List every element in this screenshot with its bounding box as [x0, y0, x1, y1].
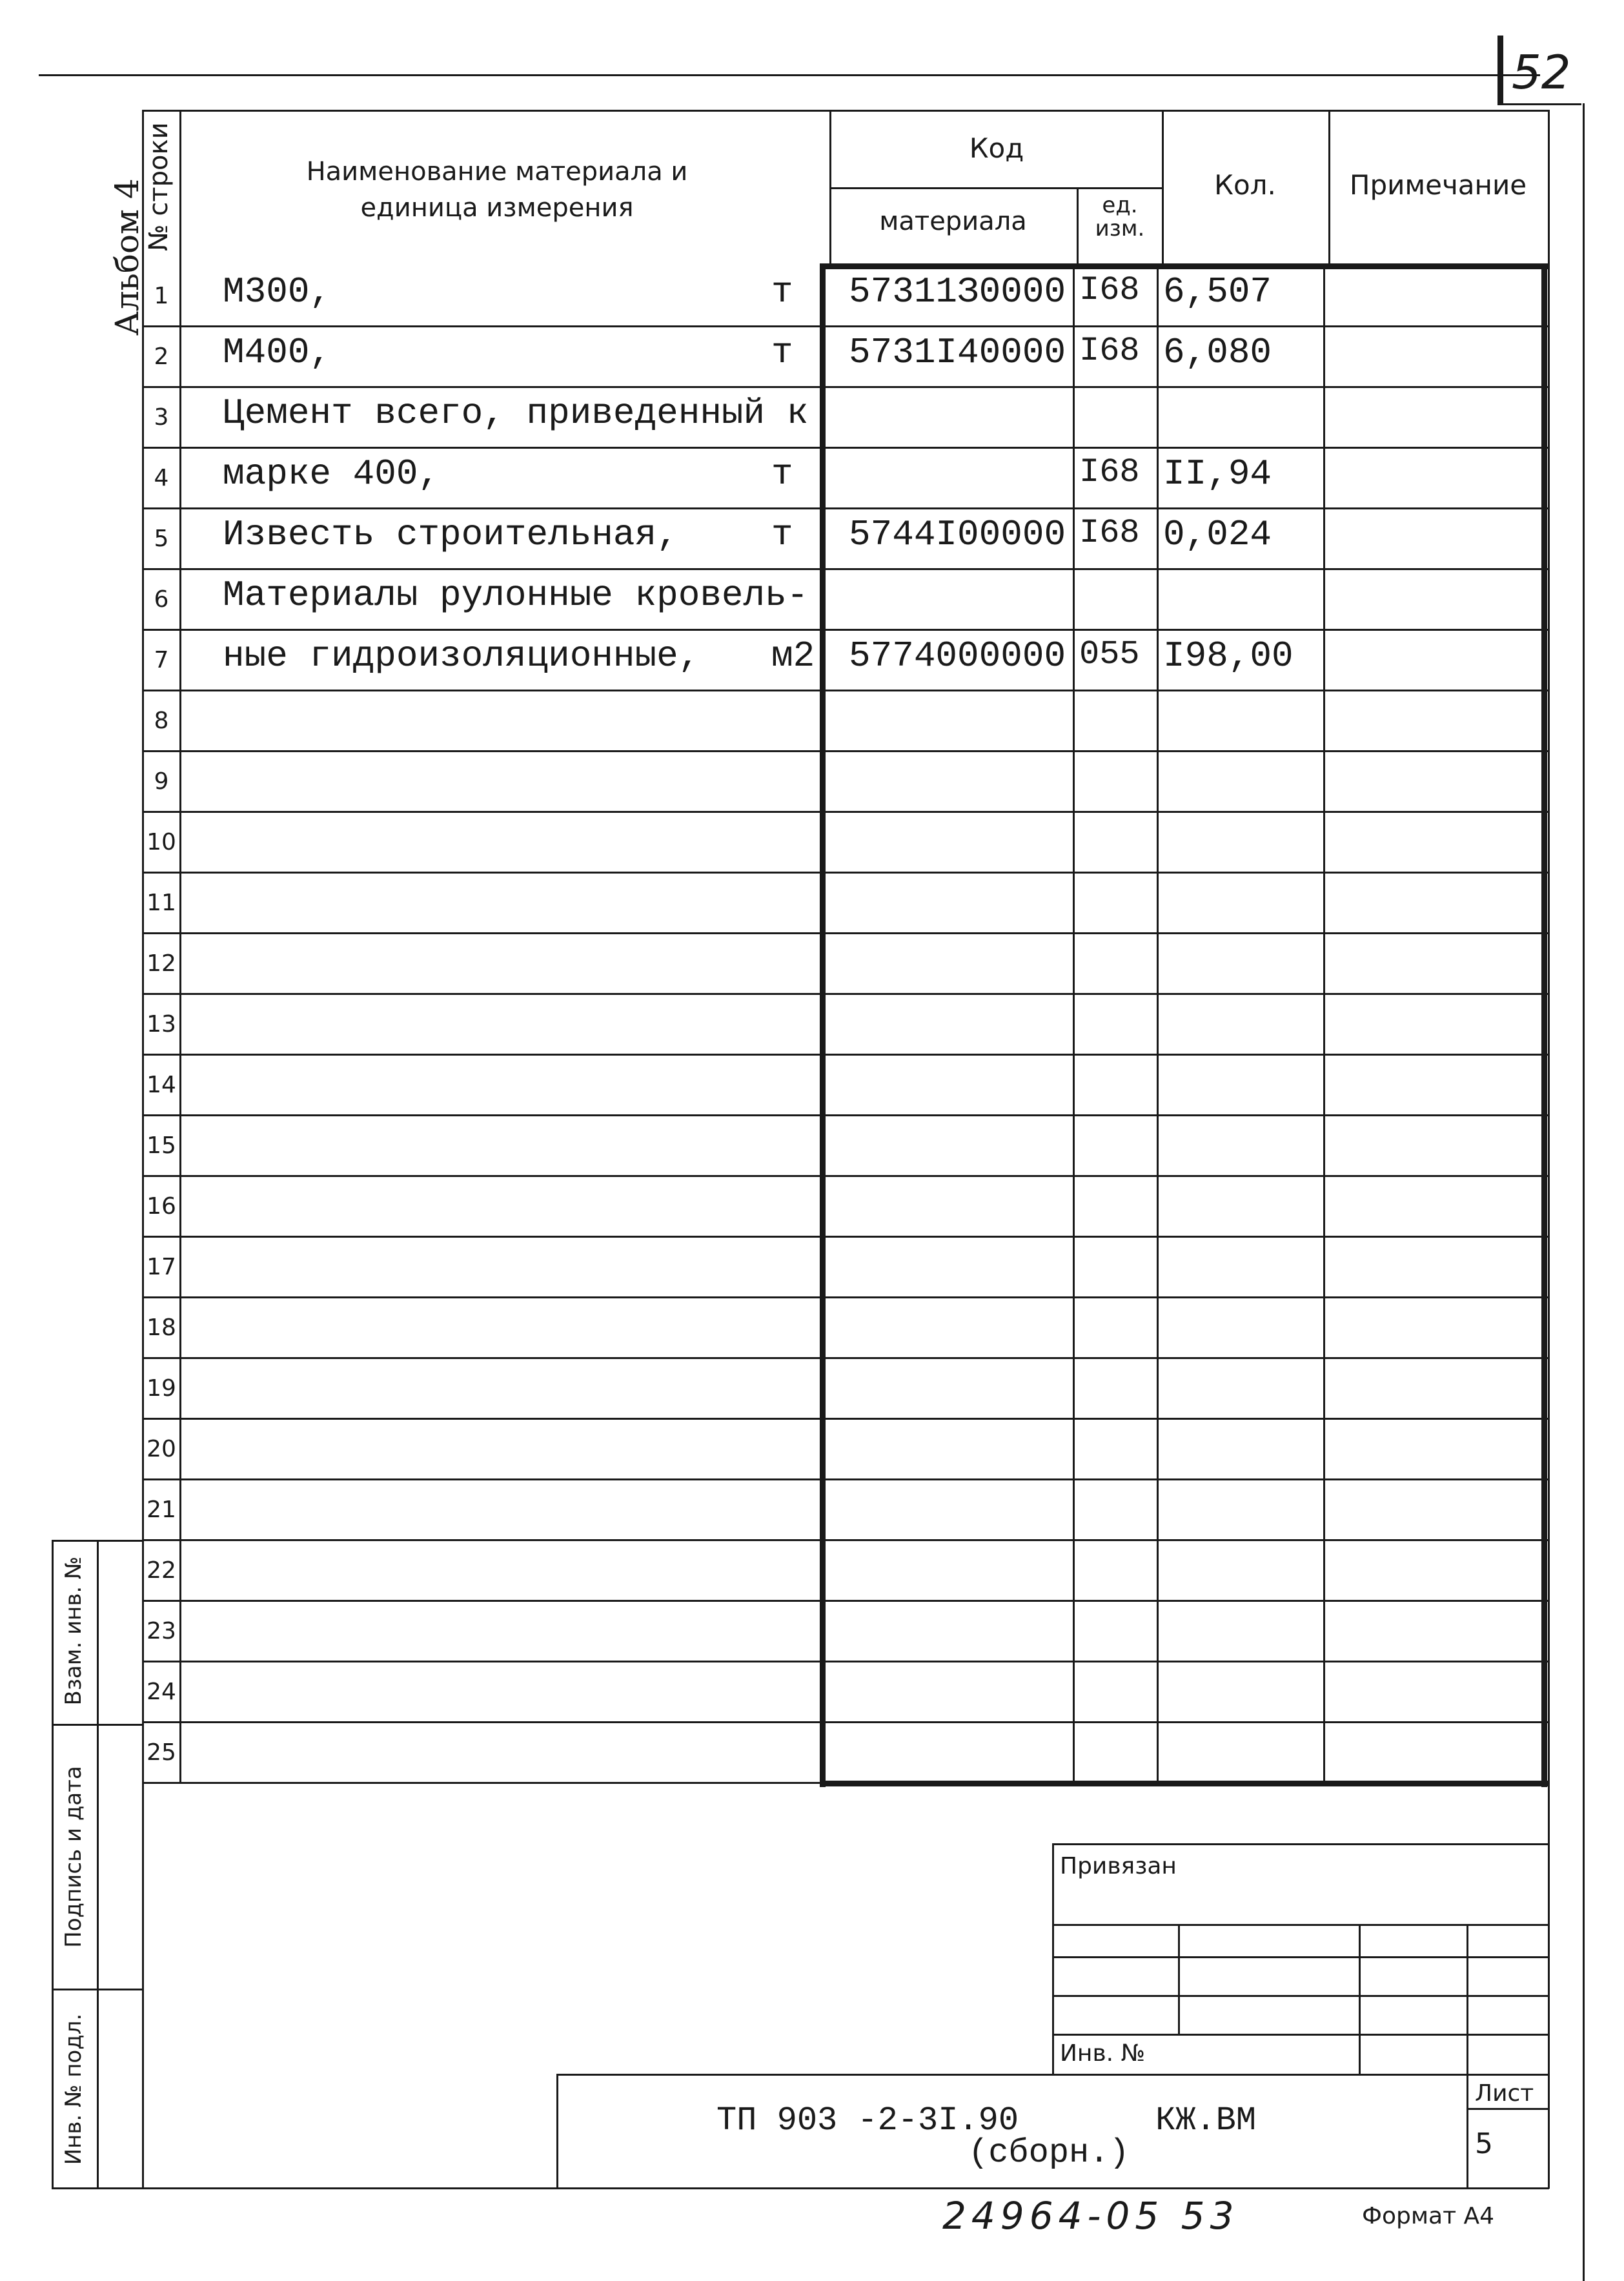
album-label: Альбом 4	[108, 178, 146, 336]
privyazan-top	[1052, 1843, 1549, 1845]
pagenum-box-bottom	[1497, 103, 1581, 105]
row-line	[142, 1539, 1549, 1541]
sheet-divider	[1467, 2108, 1549, 2110]
stamp-div-1	[52, 1724, 143, 1726]
row-unit-code: I68	[1079, 332, 1140, 370]
row-number: 22	[147, 1557, 176, 1584]
row-unit: т	[771, 332, 793, 373]
privyazan-label: Привязан	[1060, 1853, 1177, 1879]
row-line	[142, 386, 1549, 388]
row-code: 5744I00000	[849, 514, 1066, 555]
tb-bottom-line	[52, 2187, 1549, 2189]
row-number: 14	[147, 1072, 176, 1098]
row-name: Цемент всего, приведенный к	[223, 393, 809, 434]
privyazan-div-1	[1052, 1924, 1549, 1926]
row-number: 1	[154, 283, 169, 309]
header-name: Наименование материала и единица измерения	[306, 157, 688, 223]
body-col-note-left	[1323, 265, 1325, 1782]
doc-block-left	[556, 2074, 558, 2189]
row-name: Известь строительная,	[223, 514, 678, 555]
row-code: 57311З0000	[849, 271, 1066, 312]
top-border	[39, 74, 1540, 76]
header-code-unit: ед. изм.	[1095, 192, 1145, 241]
row-unit-code: 055	[1079, 635, 1140, 673]
doc-sub: (сборн.)	[968, 2134, 1130, 2172]
thick-top	[820, 263, 1549, 269]
row-name: М400,	[223, 332, 332, 373]
row-line	[142, 629, 1549, 631]
row-number: 8	[154, 708, 169, 734]
row-qty: II,94	[1163, 453, 1272, 495]
row-line	[142, 1357, 1549, 1359]
handwritten-number: 24964-05 53	[942, 2194, 1239, 2238]
row-line	[142, 872, 1549, 874]
privyazan-col-3	[1467, 1924, 1468, 2189]
privyazan-div-3	[1052, 1995, 1549, 1997]
row-number: 11	[147, 890, 176, 916]
row-line	[142, 1175, 1549, 1177]
header-code-divider	[829, 187, 1164, 189]
sheet-label: Лист	[1475, 2080, 1534, 2107]
row-number: 18	[147, 1314, 176, 1341]
header-qty: Кол.	[1214, 169, 1276, 201]
row-line	[142, 750, 1549, 752]
row-line	[142, 1782, 1549, 1784]
row-line	[142, 1114, 1549, 1116]
format-label: Формат А4	[1362, 2203, 1495, 2229]
row-line	[142, 325, 1549, 327]
row-number: 13	[147, 1011, 176, 1038]
row-number: 23	[147, 1618, 176, 1644]
rownum-right-line	[179, 110, 181, 1782]
stamp-mid-line	[97, 1540, 99, 2189]
row-line	[142, 1054, 1549, 1056]
page-number: 52	[1512, 45, 1571, 99]
row-line	[142, 568, 1549, 570]
row-qty: I98,00	[1163, 635, 1294, 677]
row-line	[142, 1236, 1549, 1238]
row-number: 15	[147, 1132, 176, 1159]
row-unit: т	[771, 271, 793, 312]
row-number: 21	[147, 1497, 176, 1523]
row-line	[142, 811, 1549, 813]
thick-right	[1541, 263, 1547, 1787]
row-name: Материалы рулонные кровель-	[223, 575, 809, 616]
row-number: 6	[154, 586, 169, 613]
stamp-left-line	[52, 1540, 54, 2189]
row-line	[142, 447, 1549, 449]
row-number: 7	[154, 647, 169, 673]
row-name: марке 400,	[223, 453, 440, 495]
doc-code: ТП 903 -2-3I.90	[716, 2102, 1019, 2140]
table-top-line	[142, 110, 1549, 112]
pagenum-box-left	[1497, 36, 1503, 105]
doc-block-top	[556, 2074, 1549, 2076]
row-number: 10	[147, 829, 176, 855]
row-number: 24	[147, 1679, 176, 1705]
row-unit: м2	[771, 635, 815, 677]
table-right-line	[1548, 110, 1550, 2189]
body-col-qty-left	[1157, 265, 1159, 1782]
row-unit: т	[771, 514, 793, 555]
header-note: Примечание	[1349, 169, 1527, 201]
row-line	[142, 1721, 1549, 1723]
row-name: М300,	[223, 271, 332, 312]
header-row-no: № строки	[144, 122, 174, 251]
row-unit: т	[771, 453, 793, 495]
right-edge-line	[1583, 103, 1585, 2281]
row-code: 5774000000	[849, 635, 1066, 677]
body-col-unit-left	[1073, 265, 1075, 1782]
stamp-inv-podl: Инв. № подл.	[61, 2013, 86, 2165]
row-code: 5731I40000	[849, 332, 1066, 373]
privyazan-left	[1052, 1843, 1054, 2074]
thick-left	[820, 263, 826, 1787]
stamp-div-2	[52, 1989, 143, 1990]
doc-mark: КЖ.ВМ	[1155, 2102, 1257, 2140]
row-line	[142, 507, 1549, 509]
row-line	[142, 993, 1549, 995]
row-qty: 6,507	[1163, 271, 1272, 312]
header-code-material: материала	[879, 207, 1027, 236]
sheet-value: 5	[1475, 2127, 1493, 2160]
row-number: 20	[147, 1436, 176, 1462]
row-line	[142, 690, 1549, 691]
row-qty: 6,080	[1163, 332, 1272, 373]
row-qty: 0,024	[1163, 514, 1272, 555]
row-name: ные гидроизоляционные,	[223, 635, 700, 677]
row-number: 4	[154, 465, 169, 491]
inv-no-label: Инв. №	[1060, 2040, 1146, 2067]
row-unit-code: I68	[1079, 271, 1140, 309]
header-col-unit-left	[1077, 187, 1079, 265]
row-line	[142, 1418, 1549, 1420]
row-number: 9	[154, 768, 169, 795]
row-line	[142, 1600, 1549, 1602]
privyazan-col-2	[1359, 1924, 1361, 2074]
privyazan-div-2	[1052, 1956, 1549, 1958]
privyazan-col-1	[1178, 1924, 1180, 2034]
row-number: 5	[154, 526, 169, 552]
row-line	[142, 1296, 1549, 1298]
stamp-podpis: Подпись и дата	[61, 1766, 86, 1948]
row-unit-code: I68	[1079, 453, 1140, 491]
row-line	[142, 1661, 1549, 1662]
row-number: 25	[147, 1739, 176, 1766]
row-number: 2	[154, 343, 169, 370]
header-code: Код	[969, 132, 1024, 164]
row-number: 16	[147, 1193, 176, 1220]
privyazan-div-4	[1052, 2034, 1549, 2036]
row-line	[142, 1478, 1549, 1480]
stamp-vzam: Взам. инв. №	[61, 1556, 86, 1706]
row-number: 3	[154, 404, 169, 431]
row-unit-code: I68	[1079, 514, 1140, 552]
row-number: 19	[147, 1375, 176, 1402]
row-number: 17	[147, 1254, 176, 1280]
row-line	[142, 932, 1549, 934]
row-number: 12	[147, 950, 176, 977]
